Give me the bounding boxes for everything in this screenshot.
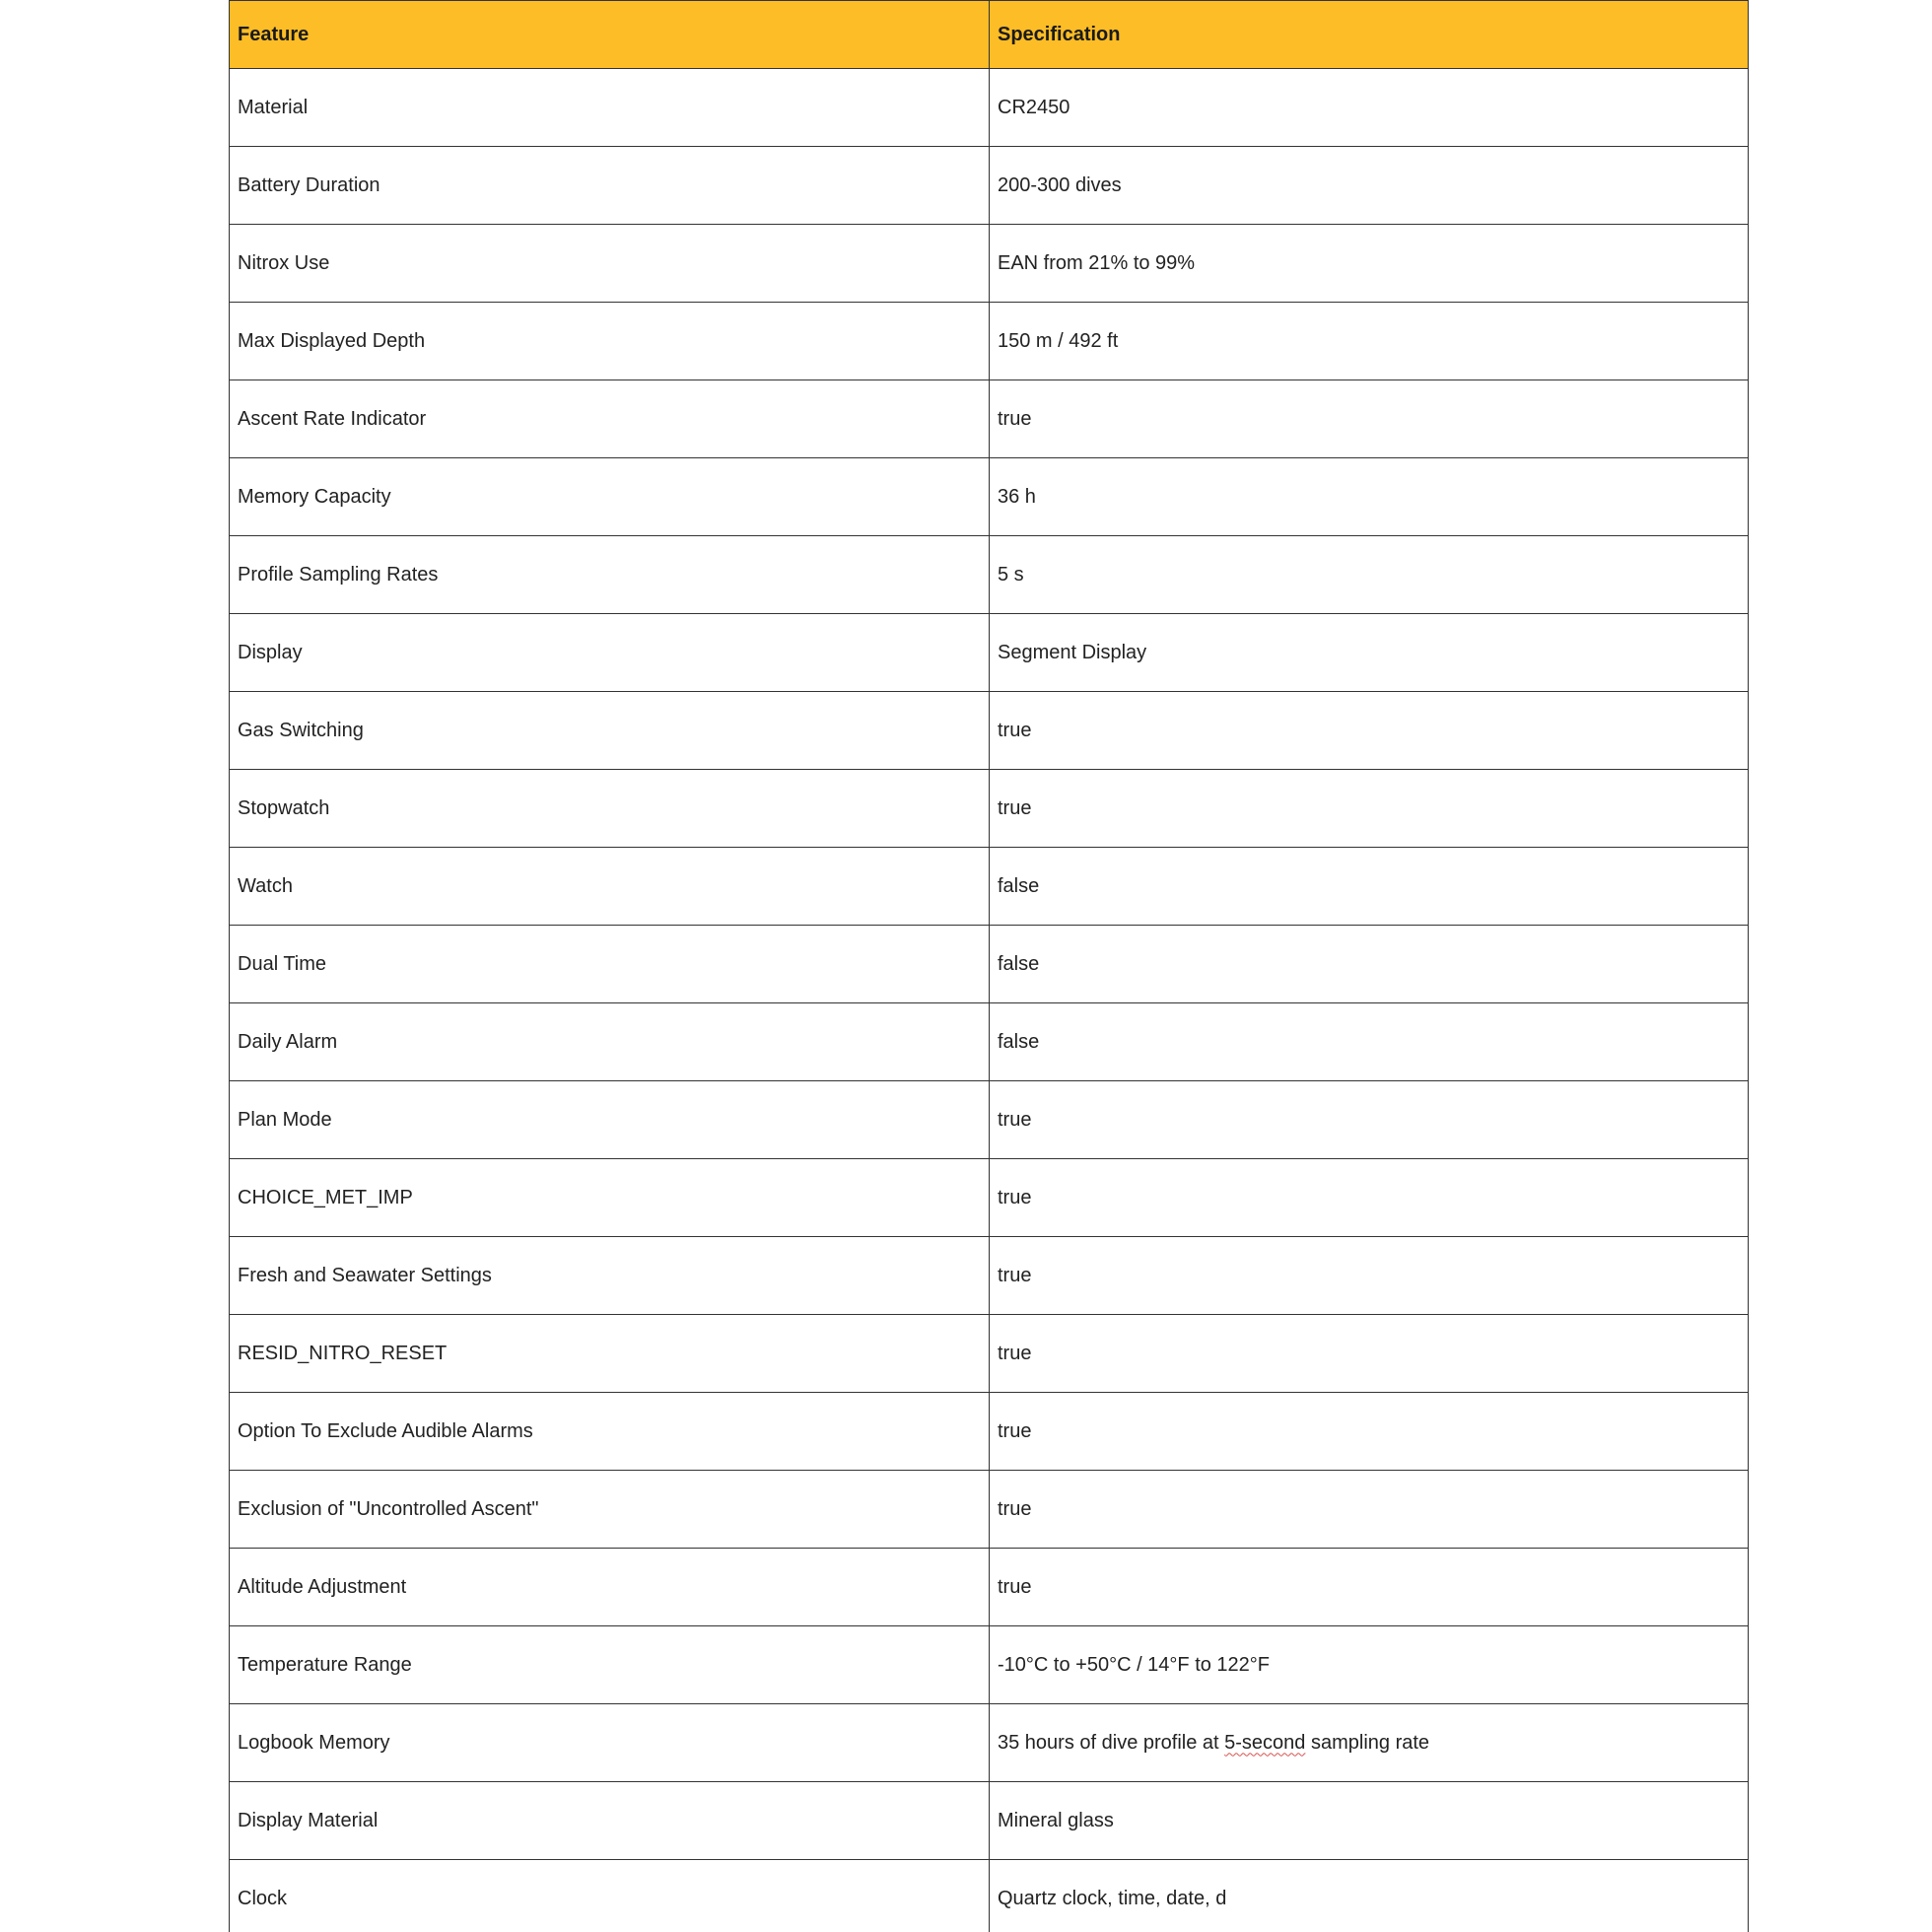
feature-cell: Memory Capacity [230, 458, 990, 536]
spec-cell: -10°C to +50°C / 14°F to 122°F [990, 1626, 1749, 1704]
feature-cell: Option To Exclude Audible Alarms [230, 1393, 990, 1471]
table-row [230, 303, 1749, 380]
table-row [230, 1549, 1749, 1626]
spec-cell: EAN from 21% to 99% [990, 225, 1749, 303]
table-row [230, 1860, 1749, 1932]
feature-cell: CHOICE_MET_IMP [230, 1159, 990, 1237]
table-row [230, 1237, 1749, 1315]
spec-cell: true [990, 692, 1749, 770]
table-row [230, 848, 1749, 926]
feature-cell: Temperature Range [230, 1626, 990, 1704]
table-row [230, 1081, 1749, 1159]
table-row [230, 458, 1749, 536]
table-row [230, 1159, 1749, 1237]
feature-cell: Exclusion of "Uncontrolled Ascent" [230, 1471, 990, 1549]
spec-cell: false [990, 926, 1749, 1003]
spec-cell: true [990, 1549, 1749, 1626]
table-row [230, 770, 1749, 848]
feature-cell: Altitude Adjustment [230, 1549, 990, 1626]
spec-cell: false [990, 848, 1749, 926]
feature-cell: Dual Time [230, 926, 990, 1003]
header-feature: Feature [230, 1, 990, 69]
header-specification: Specification [990, 1, 1749, 69]
table-row [230, 1782, 1749, 1860]
table-row [230, 1003, 1749, 1081]
spec-cell: true [990, 1237, 1749, 1315]
feature-cell: Logbook Memory [230, 1704, 990, 1782]
spec-cell: true [990, 1081, 1749, 1159]
spec-cell: 36 h [990, 458, 1749, 536]
spec-cell: 200-300 dives [990, 147, 1749, 225]
feature-cell: Profile Sampling Rates [230, 536, 990, 614]
table-row [230, 1393, 1749, 1471]
feature-cell: Watch [230, 848, 990, 926]
feature-cell: Ascent Rate Indicator [230, 380, 990, 458]
feature-cell: Clock [230, 1860, 990, 1932]
table-row [230, 536, 1749, 614]
spec-text-part: 35 hours of dive profile at [998, 1731, 1225, 1754]
table-row [230, 225, 1749, 303]
spec-cell: true [990, 770, 1749, 848]
feature-cell: Max Displayed Depth [230, 303, 990, 380]
feature-cell: Nitrox Use [230, 225, 990, 303]
feature-cell: RESID_NITRO_RESET [230, 1315, 990, 1393]
table-row [230, 926, 1749, 1003]
table-row [230, 380, 1749, 458]
feature-cell: Material [230, 69, 990, 147]
feature-cell: Display Material [230, 1782, 990, 1860]
feature-cell: Stopwatch [230, 770, 990, 848]
feature-cell: Daily Alarm [230, 1003, 990, 1081]
table-row [230, 614, 1749, 692]
table-row [230, 69, 1749, 147]
table-header [230, 1, 1749, 69]
spec-cell: true [990, 1315, 1749, 1393]
spec-cell: 5 s [990, 536, 1749, 614]
spec-cell: true [990, 380, 1749, 458]
spec-cell: Segment Display [990, 614, 1749, 692]
feature-cell: Display [230, 614, 990, 692]
feature-cell: Fresh and Seawater Settings [230, 1237, 990, 1315]
table-row [230, 147, 1749, 225]
table-row [230, 1626, 1749, 1704]
spec-cell: true [990, 1393, 1749, 1471]
feature-cell: Plan Mode [230, 1081, 990, 1159]
feature-cell: Gas Switching [230, 692, 990, 770]
spec-cell: CR2450 [990, 69, 1749, 147]
spec-cell: Quartz clock, time, date, d [990, 1860, 1749, 1932]
table-row [230, 1315, 1749, 1393]
table-row [230, 1471, 1749, 1549]
spec-table [229, 0, 1749, 1932]
spec-cell: true [990, 1471, 1749, 1549]
feature-cell: Battery Duration [230, 147, 990, 225]
spec-cell: 150 m / 492 ft [990, 303, 1749, 380]
spellcheck-underlined-word: 5-second [1224, 1731, 1306, 1754]
spec-cell: true [990, 1159, 1749, 1237]
spec-cell: false [990, 1003, 1749, 1081]
table-body [230, 69, 1749, 1932]
spec-text-part: sampling rate [1305, 1731, 1430, 1754]
spec-cell: Mineral glass [990, 1782, 1749, 1860]
table-row [230, 692, 1749, 770]
header-row [230, 1, 1749, 69]
table-row [230, 1704, 1749, 1782]
spec-cell [990, 1704, 1749, 1782]
